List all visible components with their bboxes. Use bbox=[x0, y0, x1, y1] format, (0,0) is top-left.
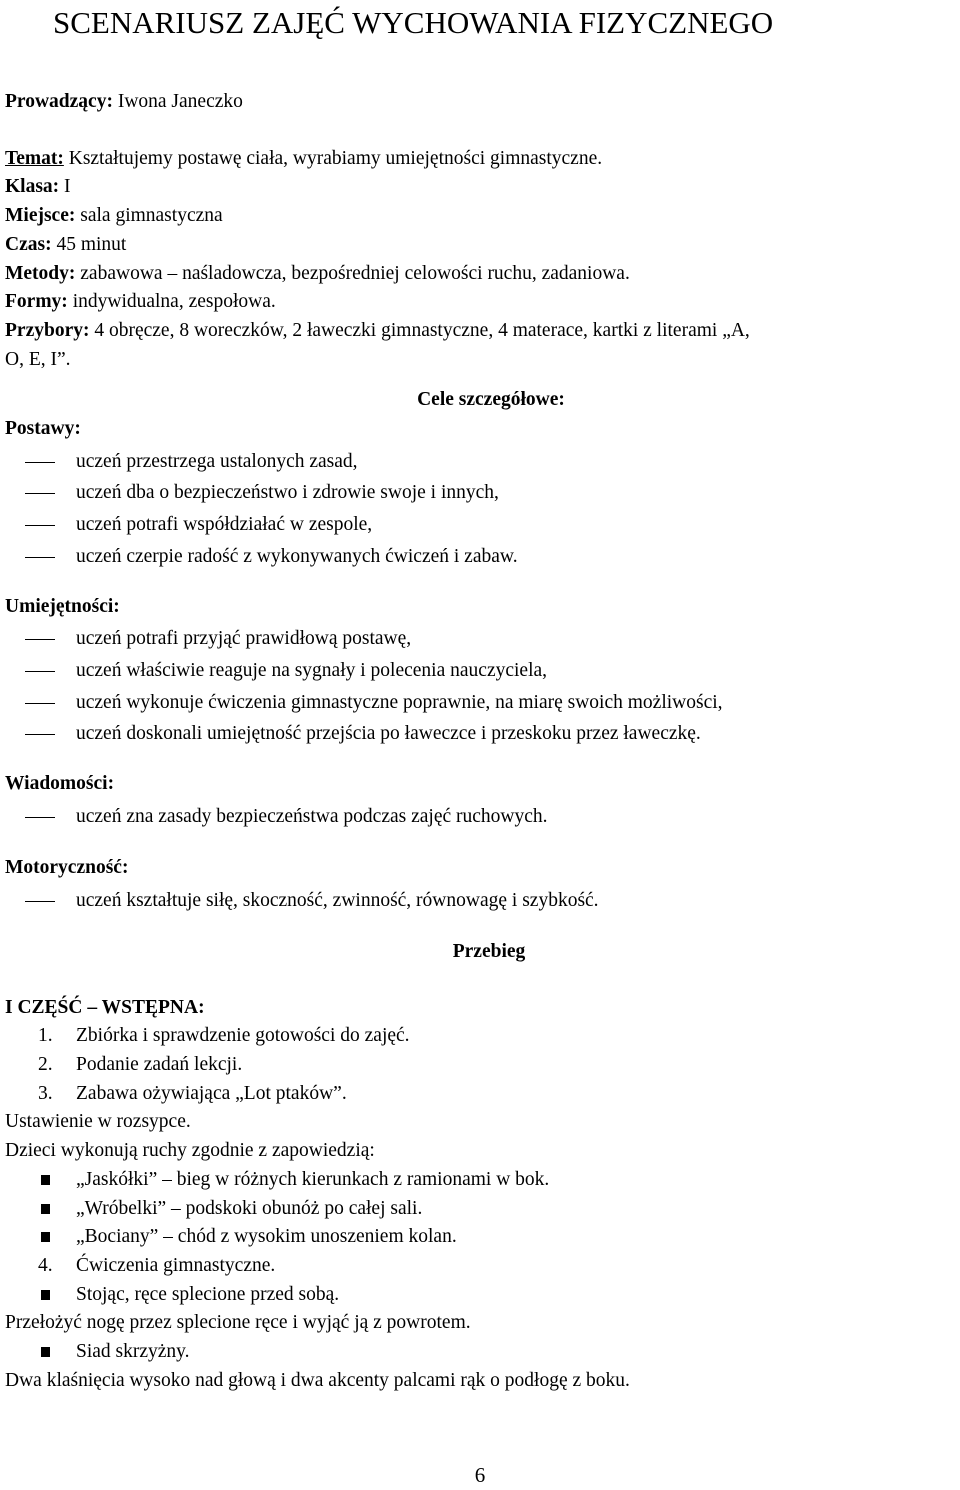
square-bullet-icon bbox=[41, 1175, 50, 1185]
list-item bbox=[5, 543, 955, 572]
formy-label: Formy: bbox=[5, 291, 68, 313]
spacer bbox=[5, 43, 955, 88]
list-item-text: uczeń kształtuje siłę, skoczność, zwinność, równowagę i szybkość. bbox=[76, 890, 599, 912]
exercise-item bbox=[5, 1281, 955, 1310]
temat-line bbox=[5, 145, 955, 174]
list-item-text: uczeń wykonuje ćwiczenia gimnastyczne poprawnie, na miarę swoich możliwości, bbox=[76, 691, 723, 713]
square-bullet-icon bbox=[41, 1290, 50, 1300]
spacer bbox=[5, 117, 955, 145]
ustawienie-line: Ustawienie w rozsypce. bbox=[5, 1111, 191, 1133]
spacer bbox=[5, 572, 955, 593]
temat-value: Kształtujemy postawę ciała, wyrabiamy umiejętności gimnastyczne. bbox=[63, 147, 603, 169]
list-item-text: uczeń zna zasady bezpieczeństwa podczas zajęć ruchowych. bbox=[76, 805, 548, 827]
wiadomosci-heading: Wiadomości: bbox=[5, 773, 115, 795]
exercise-description: Dwa klaśnięcia wysoko nad głową i dwa akcenty palcami rąk o podłogę z boku. bbox=[5, 1369, 630, 1391]
step-text: Podanie zadań lekcji. bbox=[76, 1053, 243, 1075]
formy-value: indywidualna, zespołowa. bbox=[67, 291, 276, 313]
bird-item bbox=[5, 1223, 955, 1252]
dzieci-line: Dzieci wykonują ruchy zgodnie z zapowiedzią: bbox=[5, 1140, 375, 1162]
list-item bbox=[5, 625, 955, 654]
exercise-item bbox=[5, 1338, 955, 1367]
list-item-text: uczeń dba o bezpieczeństwo i zdrowie swoje i innych, bbox=[76, 482, 499, 504]
step-text: Zabawa ożywiająca „Lot ptaków”. bbox=[76, 1082, 347, 1104]
step-item bbox=[5, 1051, 955, 1080]
step-text: Ćwiczenia gimnastyczne. bbox=[76, 1254, 276, 1276]
klasa-label: Klasa: bbox=[5, 176, 60, 198]
klasa-line bbox=[5, 173, 955, 202]
formy-line bbox=[5, 288, 955, 317]
list-item bbox=[5, 803, 955, 832]
step-item bbox=[5, 1080, 955, 1109]
motorycznosc-heading: Motoryczność: bbox=[5, 857, 129, 879]
bird-text: „Wróbelki” – podskoki obunóż po całej sali. bbox=[76, 1197, 423, 1219]
step-number: 4. bbox=[38, 1254, 53, 1276]
klasa-value: I bbox=[59, 176, 71, 198]
przybory-line bbox=[5, 317, 955, 346]
czas-value: 45 minut bbox=[51, 233, 127, 255]
exercise-description: Przełożyć nogę przez splecione ręce i wyjąć ją z powrotem. bbox=[5, 1312, 471, 1334]
przebieg-heading: Przebieg bbox=[452, 940, 526, 962]
step-number: 3. bbox=[38, 1082, 53, 1104]
document-title: SCENARIUSZ ZAJĘĆ WYCHOWANIA FIZYCZNEGO bbox=[53, 5, 774, 40]
page-number: 6 bbox=[474, 1463, 486, 1487]
list-item-text: uczeń właściwie reaguje na sygnały i polecenia nauczyciela, bbox=[76, 659, 548, 681]
list-item-text: uczeń potrafi współdziałać w zespole, bbox=[76, 514, 373, 536]
document-page bbox=[5, 0, 955, 1395]
list-item bbox=[5, 720, 955, 749]
przybory-line-2: O, E, I”. bbox=[5, 348, 71, 370]
exercise-text: Stojąc, ręce splecione przed sobą. bbox=[76, 1283, 340, 1305]
square-bullet-icon bbox=[41, 1204, 50, 1214]
miejsce-label: Miejsce: bbox=[5, 205, 76, 227]
miejsce-value: sala gimnastyczna bbox=[75, 205, 223, 227]
step-item bbox=[5, 1252, 955, 1281]
bird-item bbox=[5, 1195, 955, 1224]
czas-label: Czas: bbox=[5, 233, 52, 255]
list-item-text: uczeń potrafi przyjąć prawidłową postawę, bbox=[76, 628, 412, 650]
spacer bbox=[5, 831, 955, 854]
list-item bbox=[5, 689, 955, 718]
spacer bbox=[5, 374, 955, 386]
list-item bbox=[5, 448, 955, 477]
metody-line bbox=[5, 260, 955, 289]
spacer bbox=[5, 967, 955, 994]
czas-line bbox=[5, 231, 955, 260]
bird-text: „Jaskółki” – bieg w różnych kierunkach z ramionami w bok. bbox=[76, 1168, 550, 1190]
list-item bbox=[5, 657, 955, 686]
przybory-value: 4 obręcze, 8 woreczków, 2 ławeczki gimnastyczne, 4 materace, kartki z literami „A, bbox=[89, 319, 750, 341]
miejsce-line bbox=[5, 202, 955, 231]
prowadzacy-line bbox=[5, 88, 955, 117]
exercise-text: Siad skrzyżny. bbox=[76, 1341, 190, 1363]
spacer bbox=[5, 916, 955, 938]
square-bullet-icon bbox=[41, 1347, 50, 1357]
bird-text: „Bociany” – chód z wysokim unoszeniem kolan. bbox=[76, 1226, 457, 1248]
part-heading: I CZĘŚĆ – WSTĘPNA: bbox=[5, 996, 205, 1018]
list-item bbox=[5, 887, 955, 916]
postawy-heading: Postawy: bbox=[5, 418, 81, 440]
list-item-text: uczeń czerpie radość z wykonywanych ćwiczeń i zabaw. bbox=[76, 545, 518, 567]
step-text: Zbiórka i sprawdzenie gotowości do zajęć. bbox=[76, 1025, 410, 1047]
list-item-text: uczeń przestrzega ustalonych zasad, bbox=[76, 450, 358, 472]
square-bullet-icon bbox=[41, 1232, 50, 1242]
temat-label: Temat: bbox=[5, 147, 64, 169]
list-item bbox=[5, 511, 955, 540]
spacer bbox=[5, 749, 955, 770]
umiejetnosci-heading: Umiejętności: bbox=[5, 595, 120, 617]
prowadzacy-value: Iwona Janeczko bbox=[112, 91, 243, 112]
step-number: 1. bbox=[38, 1025, 53, 1047]
cele-heading: Cele szczegółowe: bbox=[417, 389, 565, 411]
list-item bbox=[5, 479, 955, 508]
list-item-text: uczeń doskonali umiejętność przejścia po ławeczce i przeskoku przez ławeczkę. bbox=[76, 723, 701, 745]
przybory-label: Przybory: bbox=[5, 319, 90, 341]
bird-item bbox=[5, 1166, 955, 1195]
metody-value: zabawowa – naśladowcza, bezpośredniej celowości ruchu, zadaniowa. bbox=[75, 262, 630, 284]
step-item bbox=[5, 1022, 955, 1051]
prowadzacy-label: Prowadzący: bbox=[5, 91, 113, 112]
step-number: 2. bbox=[38, 1053, 53, 1075]
metody-label: Metody: bbox=[5, 262, 76, 284]
